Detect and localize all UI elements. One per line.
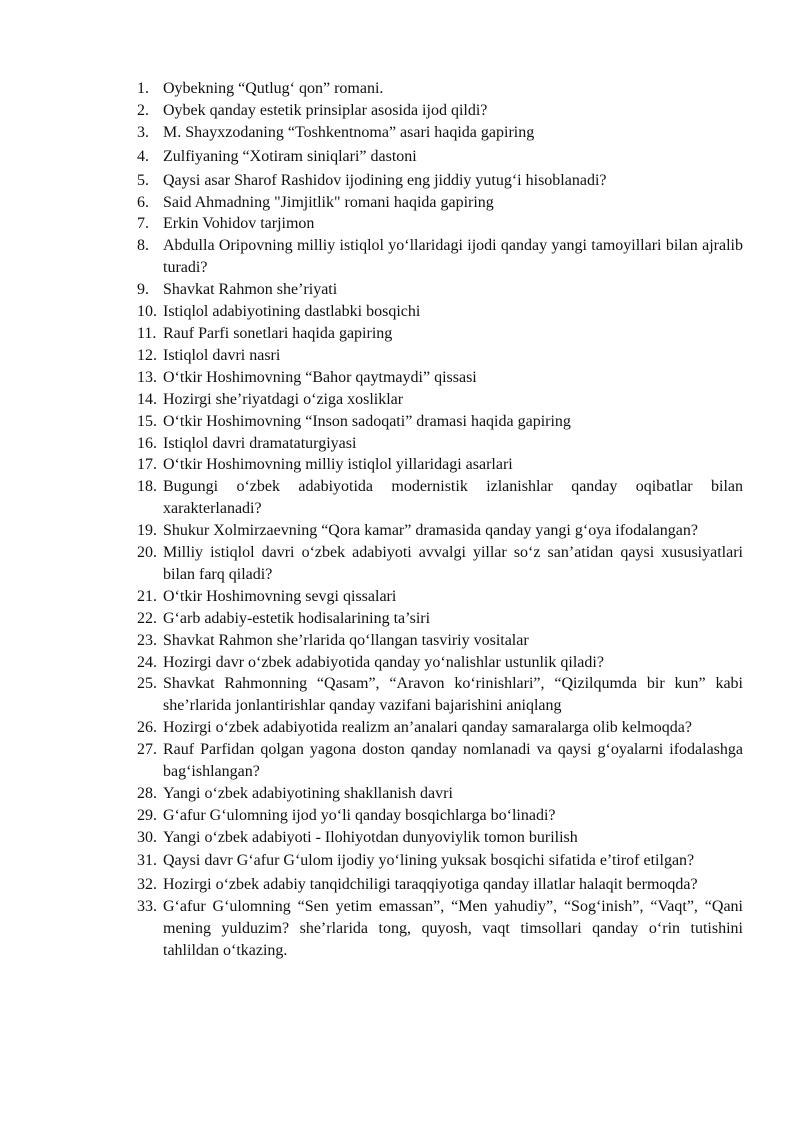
item-text: Yangi o‘zbek adabiyotining shakllanish davri <box>163 785 453 802</box>
item-text: Bugungi o‘zbek adabiyotida modernistik izlanishlar qanday oqibatlar bilan xarakterlanadi? <box>163 478 743 518</box>
item-number: 18. <box>137 478 157 496</box>
item-text: Qaysi davr G‘afur G‘ulom ijodiy yo‘lining yuksak bosqichi sifatida e’tirof etilgan? <box>163 851 695 869</box>
list-item <box>137 279 743 301</box>
item-number: 12. <box>137 346 157 364</box>
item-text: Said Ahmadning "Jimjitlik" romani haqida gapiring <box>163 193 494 211</box>
list-item <box>137 652 743 674</box>
list-item <box>137 827 743 849</box>
item-text: Istiqlol davri dramataturgiyasi <box>163 434 357 452</box>
item-text: Qaysi asar Sharof Rashidov ijodining eng jiddiy yutug‘i hisoblanadi? <box>163 171 607 189</box>
question-list <box>137 78 743 962</box>
list-item <box>137 739 743 783</box>
list-item <box>137 874 743 896</box>
item-number: 9. <box>137 281 149 299</box>
item-text: O‘tkir Hoshimovning “Bahor qaytmaydi” qissasi <box>163 368 477 386</box>
list-item <box>137 301 743 323</box>
item-text: Istiqlol davri nasri <box>163 346 281 364</box>
item-text: Abdulla Oripovning milliy istiqlol yo‘llaridagi ijodi qanday yangi tamoyillari bilan ajralib turadi? <box>163 237 743 277</box>
list-item <box>137 411 743 433</box>
list-item <box>137 673 743 717</box>
item-text: O‘tkir Hoshimovning milliy istiqlol yillaridagi asarlari <box>163 456 513 474</box>
item-number: 15. <box>137 412 157 430</box>
list-item <box>137 783 743 805</box>
item-number: 4. <box>137 147 149 165</box>
item-text: Milliy istiqlol davri o‘zbek adabiyoti avvalgi yillar so‘z san’atidan qaysi xususiyatlari bilan farq qiladi? <box>163 544 743 583</box>
item-number: 25. <box>137 675 157 693</box>
item-text: G‘arb adabiy-estetik hodisalarining ta’siri <box>163 609 431 627</box>
item-number: 17. <box>137 456 157 474</box>
list-item <box>137 476 743 520</box>
item-number: 2. <box>137 101 149 119</box>
item-number: 22. <box>137 609 157 627</box>
list-item <box>137 78 743 100</box>
list-item <box>137 122 743 144</box>
list-item <box>137 345 743 367</box>
item-text: M. Shayxzodaning “Toshkentnoma” asari haqida gapiring <box>163 123 535 141</box>
list-item <box>137 235 743 279</box>
item-number: 19. <box>137 522 157 540</box>
list-item <box>137 100 743 122</box>
item-text: G‘afur G‘ulomning “Sen yetim emassan”, “Men yahudiy”, “Sog‘inish”, “Vaqt”, “Qani mening yulduzim? she’rlarida tong, quyosh, vaqt timsollari qanday o‘rin tutishini tahlildan o‘tkazing. <box>163 898 743 959</box>
list-item <box>137 542 743 586</box>
item-text: Shukur Xolmirzaevning “Qora kamar” dramasida qanday yangi g‘oya ifodalangan? <box>163 522 698 540</box>
item-number: 7. <box>137 215 149 233</box>
item-text: Erkin Vohidov tarjimon <box>163 215 315 233</box>
item-text: Hozirgi she’riyatdagi o‘ziga xosliklar <box>163 390 404 408</box>
item-number: 31. <box>137 851 157 869</box>
item-text: Hozirgi o‘zbek adabiyotida realizm an’analari qanday samaralarga olib kelmoqda? <box>163 719 692 737</box>
list-item <box>137 586 743 608</box>
list-item <box>137 323 743 345</box>
item-number: 14. <box>137 390 157 408</box>
list-item <box>137 717 743 739</box>
item-text: Shavkat Rahmon she’riyati <box>163 281 338 299</box>
item-number: 33. <box>137 898 157 916</box>
item-number: 16. <box>137 434 157 452</box>
item-text: Oybekning “Qutlug‘ qon” romani. <box>163 80 384 97</box>
item-number: 3. <box>137 123 149 141</box>
item-text: Zulfiyaning “Xotiram siniqlari” dastoni <box>163 147 417 165</box>
item-number: 20. <box>137 544 157 562</box>
list-item <box>137 192 743 214</box>
list-item <box>137 389 743 411</box>
item-number: 23. <box>137 631 157 649</box>
item-text: Rauf Parfidan qolgan yagona doston qanday nomlanadi va qaysi g‘oyalarni ifodalashga bag‘ishlangan? <box>163 741 743 781</box>
item-text: Shavkat Rahmonning “Qasam”, “Aravon ko‘rinishlari”, “Qizilqumda bir kun” kabi she’rlarida jonlantirishlar qanday vazifani bajarishini aniqlang <box>163 675 743 715</box>
item-text: Hozirgi o‘zbek adabiy tanqidchiligi taraqqiyotiga qanday illatlar halaqit bermoqda? <box>163 876 698 894</box>
list-item <box>137 520 743 542</box>
item-number: 8. <box>137 237 149 255</box>
item-text: Hozirgi davr o‘zbek adabiyotida qanday yo‘nalishlar ustunlik qiladi? <box>163 653 604 671</box>
item-number: 1. <box>137 80 149 97</box>
item-number: 21. <box>137 587 157 605</box>
list-item <box>137 213 743 235</box>
list-item <box>137 170 743 192</box>
item-number: 27. <box>137 741 157 759</box>
list-item <box>137 630 743 652</box>
list-item <box>137 454 743 476</box>
item-text: O‘tkir Hoshimovning “Inson sadoqati” dramasi haqida gapiring <box>163 412 571 430</box>
list-item <box>137 608 743 630</box>
list-item <box>137 849 743 873</box>
item-number: 5. <box>137 171 149 189</box>
list-item <box>137 805 743 827</box>
item-text: Shavkat Rahmon she’rlarida qo‘llangan tasviriy vositalar <box>163 631 529 649</box>
list-item <box>137 896 743 962</box>
item-text: Rauf Parfi sonetlari haqida gapiring <box>163 324 393 342</box>
item-number: 24. <box>137 653 157 671</box>
item-text: G‘afur G‘ulomning ijod yo‘li qanday bosqichlarga bo‘linadi? <box>163 806 556 824</box>
item-number: 26. <box>137 719 157 737</box>
item-number: 28. <box>137 785 157 802</box>
item-text: Istiqlol adabiyotining dastlabki bosqichi <box>163 303 421 321</box>
item-number: 11. <box>137 324 157 342</box>
item-number: 6. <box>137 193 149 211</box>
list-item <box>137 146 743 168</box>
item-text: Yangi o‘zbek adabiyoti - Ilohiyotdan dunyoviylik tomon burilish <box>163 828 578 846</box>
item-number: 29. <box>137 806 157 824</box>
list-item <box>137 367 743 389</box>
item-number: 10. <box>137 303 157 321</box>
item-number: 13. <box>137 368 157 386</box>
item-number: 32. <box>137 876 157 894</box>
list-item <box>137 433 743 455</box>
item-text: O‘tkir Hoshimovning sevgi qissalari <box>163 587 397 605</box>
item-text: Oybek qanday estetik prinsiplar asosida ijod qildi? <box>163 101 488 119</box>
item-number: 30. <box>137 828 157 846</box>
